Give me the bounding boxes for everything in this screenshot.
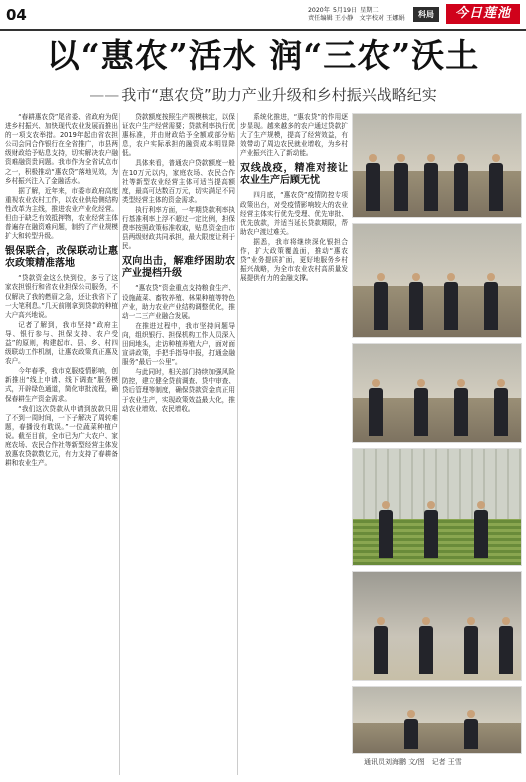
section-heading: 双线战疫，精准对接让农业生产后顾无忧 <box>240 163 348 187</box>
article-paragraph: “春耕惠农贷”尾省委、省政府为促进乡村振兴、加快现代农业发展而推出的一项支农举措。2019年起由省农担公司会同合作银行在全省推广，市县两级财政给予贴息支持，切实解决农户融资难融资贵问题。我市作为全省试点市之一，积极推动“惠农贷”落地见效，为乡村振兴注入了金融活水。 <box>5 113 118 185</box>
person-figure <box>408 273 424 330</box>
issue-date: 2020年 5月19日 星期二 <box>308 7 379 14</box>
person-figure <box>378 501 394 558</box>
person-figure <box>463 710 479 749</box>
photo-group-outdoor <box>352 223 522 338</box>
person-figure <box>423 501 439 558</box>
photo-orchard-meeting <box>352 343 522 443</box>
photo-credit: 通讯员刘海鹏 文/图 记者 王雪 <box>364 758 462 766</box>
person-figure <box>443 273 459 330</box>
article-paragraph: “我们这次贷款从申请到放款只用了不到一周时间，一下子解决了周转难题，春播没有耽误。”一位蔬菜种植户说。截至目前，全市已为广大农户、家庭农场、农民合作社等新型经营主体发放惠农贷款数亿元，有力支持了春耕备耕和农业生产。 <box>5 404 118 468</box>
article-paragraph: 在推进过程中，我市坚持问题导向，组织银行、担保机构工作人员深入田间地头，走访种植养殖大户，面对面宣讲政策，手把手指导申报，打通金融服务“最后一公里”。 <box>122 321 235 367</box>
article-paragraph: 据了解，近年来，市委市政府高度重视农业农村工作，以农业供给侧结构性改革为主线，推进农业产业化经营。但由于缺乏有效抵押物，农业经营主体普遍存在融资难问题，制约了产业规模扩大和转型升级。 <box>5 186 118 241</box>
photo-greenhouse-visit <box>352 448 522 566</box>
article-paragraph: 据悉，我市将继续深化银担合作，扩大政策覆盖面，推动“惠农贷”业务提质扩面，更好地服务乡村振兴战略，为全市农业农村高质量发展提供有力的金融支撑。 <box>240 237 348 283</box>
editor-credit: 责任编辑 王小静 文字校对 王娜娟 <box>308 15 405 22</box>
article-paragraph: 记者了解到，我市坚持“政府主导、银行参与、担保支持、农户受益”的原则，构建起市、县、乡、村四级联动工作机制，让惠农政策真正惠及农户。 <box>5 320 118 366</box>
person-figure <box>453 379 469 436</box>
header-rule <box>0 29 526 31</box>
person-figure <box>498 617 514 674</box>
person-figure <box>373 617 389 674</box>
article-paragraph: 贷款额度按照生产规模核定，以保证农户生产经营需要；贷款利率执行优惠标准，并由财政给予全额或部分贴息，农户实际承担的融资成本明显降低。 <box>122 113 235 158</box>
article-column-1 <box>5 113 118 775</box>
section-badge: 科局 <box>413 7 439 22</box>
article-paragraph: 具体来看，普通农户贷款额度一般在10万元以内，家庭农场、农民合作社等新型农业经营主体可适当提高额度，最高可达数百万元，切实满足不同类型经营主体的资金需求。 <box>122 159 235 204</box>
person-figure <box>413 379 429 436</box>
section-heading: 双向出击，解难纾困助农产业提档升级 <box>122 256 235 280</box>
article-column-2 <box>122 113 235 775</box>
article-paragraph: 与此同时，相关部门持续加强风险防控，建立健全贷前调查、贷中审查、贷后管理等制度，确保贷款资金真正用于农业生产，实现政策效益最大化，推动农业增效、农民增收。 <box>122 368 235 413</box>
photo-village-street <box>352 686 522 754</box>
article-paragraph: 四月底，“惠农贷”疫情防控专项政策出台，对受疫情影响较大的农业经营主体实行优先受理、优先审批、优先放款，并适当延长贷款期限，帮助农户渡过难关。 <box>240 191 348 236</box>
photo-field-visit <box>352 113 522 218</box>
article-paragraph: 今年春季，我市克服疫情影响，创新推出“线上申请、线下调查”服务模式，开辟绿色通道，简化审批流程，确保春耕生产资金需求。 <box>5 367 118 403</box>
article-paragraph: “惠农贷”资金重点支持粮食生产、设施蔬菜、畜牧养殖、林果种植等特色产业，助力农业产业结构调整优化，推动一二三产业融合发展。 <box>122 284 235 320</box>
person-figure <box>393 154 409 211</box>
issue-meta <box>308 7 405 23</box>
person-figure <box>483 273 499 330</box>
person-figure <box>473 501 489 558</box>
person-figure <box>493 379 509 436</box>
person-figure <box>365 154 381 211</box>
article-paragraph: 执行利率方面，一年期贷款利率执行基准利率上浮不超过一定比例，担保费率按照政策标准收取，贴息资金由市县两级财政共同承担，最大限度让利于民。 <box>122 205 235 251</box>
person-figure <box>488 154 504 211</box>
person-figure <box>373 273 389 330</box>
page-header <box>0 0 526 28</box>
article-paragraph: 系统化推进，“惠农贷”的作用逐步显现。越来越多的农户通过贷款扩大了生产规模，提高了经营效益，有效带动了周边农民就业增收，为乡村产业振兴注入了新动能。 <box>240 113 348 158</box>
article-column-3 <box>240 113 348 775</box>
column-divider <box>119 113 120 775</box>
person-figure <box>368 379 384 436</box>
subheadline: —— 我市“惠农贷”助力产业升级和乡村振兴战略纪实 <box>89 86 437 104</box>
photo-indoor-visit <box>352 571 522 681</box>
article-paragraph: “贷款资金这么快到位，多亏了这家农担银行和省农业担保公司服务，不仅解决了我的燃眉之急，还让我省下了一大笔利息。”几天前刚拿到贷款的种植大户高兴地说。 <box>5 274 118 319</box>
column-divider <box>237 113 238 775</box>
newspaper-logo: 今日莲池 <box>446 4 520 24</box>
person-figure <box>453 154 469 211</box>
person-figure <box>418 617 434 674</box>
person-figure <box>403 710 419 749</box>
page-number: 04 <box>6 6 27 24</box>
headline: 以“惠农”活水 润“三农”沃土 <box>46 36 480 75</box>
person-figure <box>423 154 439 211</box>
person-figure <box>463 617 479 674</box>
section-heading: 银保联合，改保联动让惠农政策精准落地 <box>5 246 118 270</box>
